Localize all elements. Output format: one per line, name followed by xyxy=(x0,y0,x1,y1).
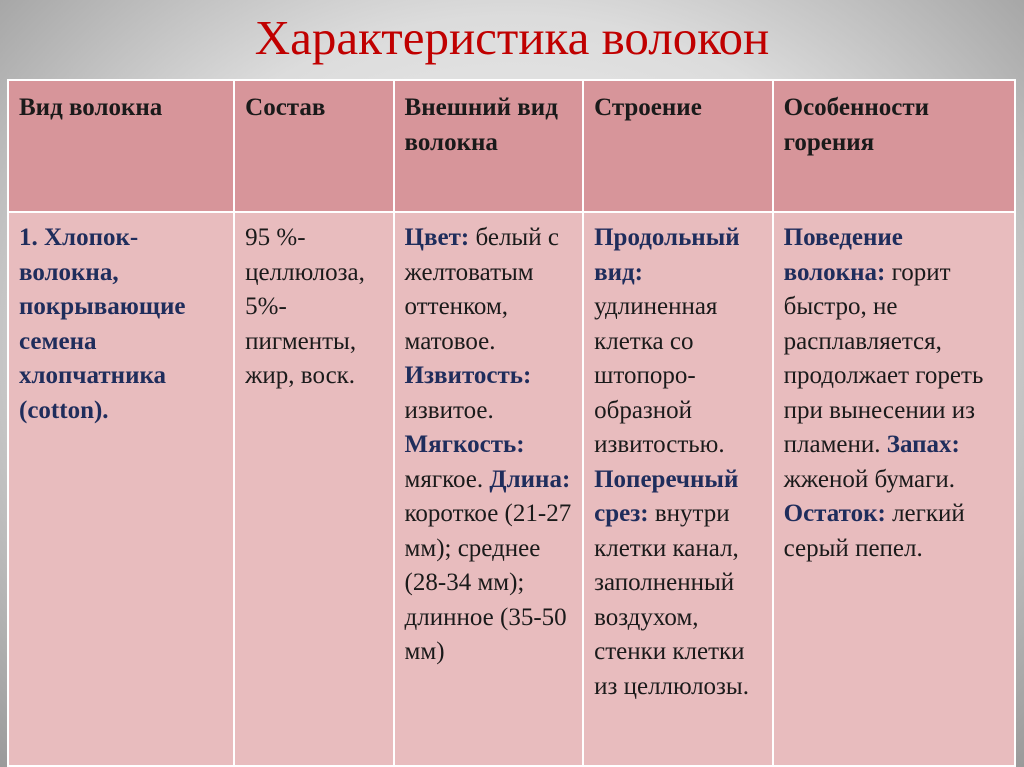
crimp-value: извитое. xyxy=(404,396,494,424)
composition-text: 95 %-целлюлоза, 5%-пигменты, жир, воск. xyxy=(245,224,365,389)
header-fiber-type: Вид волокна xyxy=(8,80,234,212)
header-composition: Состав xyxy=(234,80,393,212)
length-label: Длина: xyxy=(489,465,571,493)
fiber-name: 1. Хлопок-волокна, покрывающие семена хлопчатника (cotton). xyxy=(19,224,186,424)
smell-label: Запах: xyxy=(886,431,960,458)
cell-appearance xyxy=(394,212,584,766)
burn-behavior-value: горит быстро, не расплавляется, продолжает гореть при вынесении из пламени. xyxy=(783,258,984,458)
cell-composition xyxy=(234,212,393,766)
longitudinal-value: удлиненная клетка со штопоро-образной извитостью. xyxy=(594,293,725,458)
cell-fiber-type xyxy=(8,212,234,766)
header-appearance: Внешний вид волокна xyxy=(394,80,584,212)
cross-section-value: внутри клетки канал, заполненный воздухом, стенки клетки из целлюлозы. xyxy=(594,500,749,700)
residue-label: Остаток: xyxy=(783,500,886,527)
cell-burning xyxy=(773,212,1015,766)
header-burning: Особенности горения xyxy=(773,80,1015,212)
cross-section-label: Поперечный срез: xyxy=(594,465,739,527)
smell-value: жженой бумаги. xyxy=(783,465,956,493)
header-structure: Строение xyxy=(583,80,773,212)
longitudinal-label: Продольный вид: xyxy=(594,224,740,286)
softness-label: Мягкость: xyxy=(404,431,525,458)
page-title: Характеристика волокон xyxy=(254,10,770,65)
softness-value: мягкое. xyxy=(404,465,484,493)
length-value: короткое (21-27 мм); среднее (28-34 мм); длинное (35-50 мм) xyxy=(404,500,572,665)
cell-structure xyxy=(583,212,773,766)
table-header-row xyxy=(8,80,1015,212)
fiber-characteristics-table xyxy=(7,79,1016,767)
color-value: белый с желтоватым оттенком, матовое. xyxy=(404,224,559,355)
color-label: Цвет: xyxy=(404,224,470,251)
residue-value: легкий серый пепел. xyxy=(783,500,965,562)
crimp-label: Извитость: xyxy=(404,362,532,389)
burn-behavior-label: Поведение волокна: xyxy=(783,224,903,286)
table-row xyxy=(8,212,1015,766)
